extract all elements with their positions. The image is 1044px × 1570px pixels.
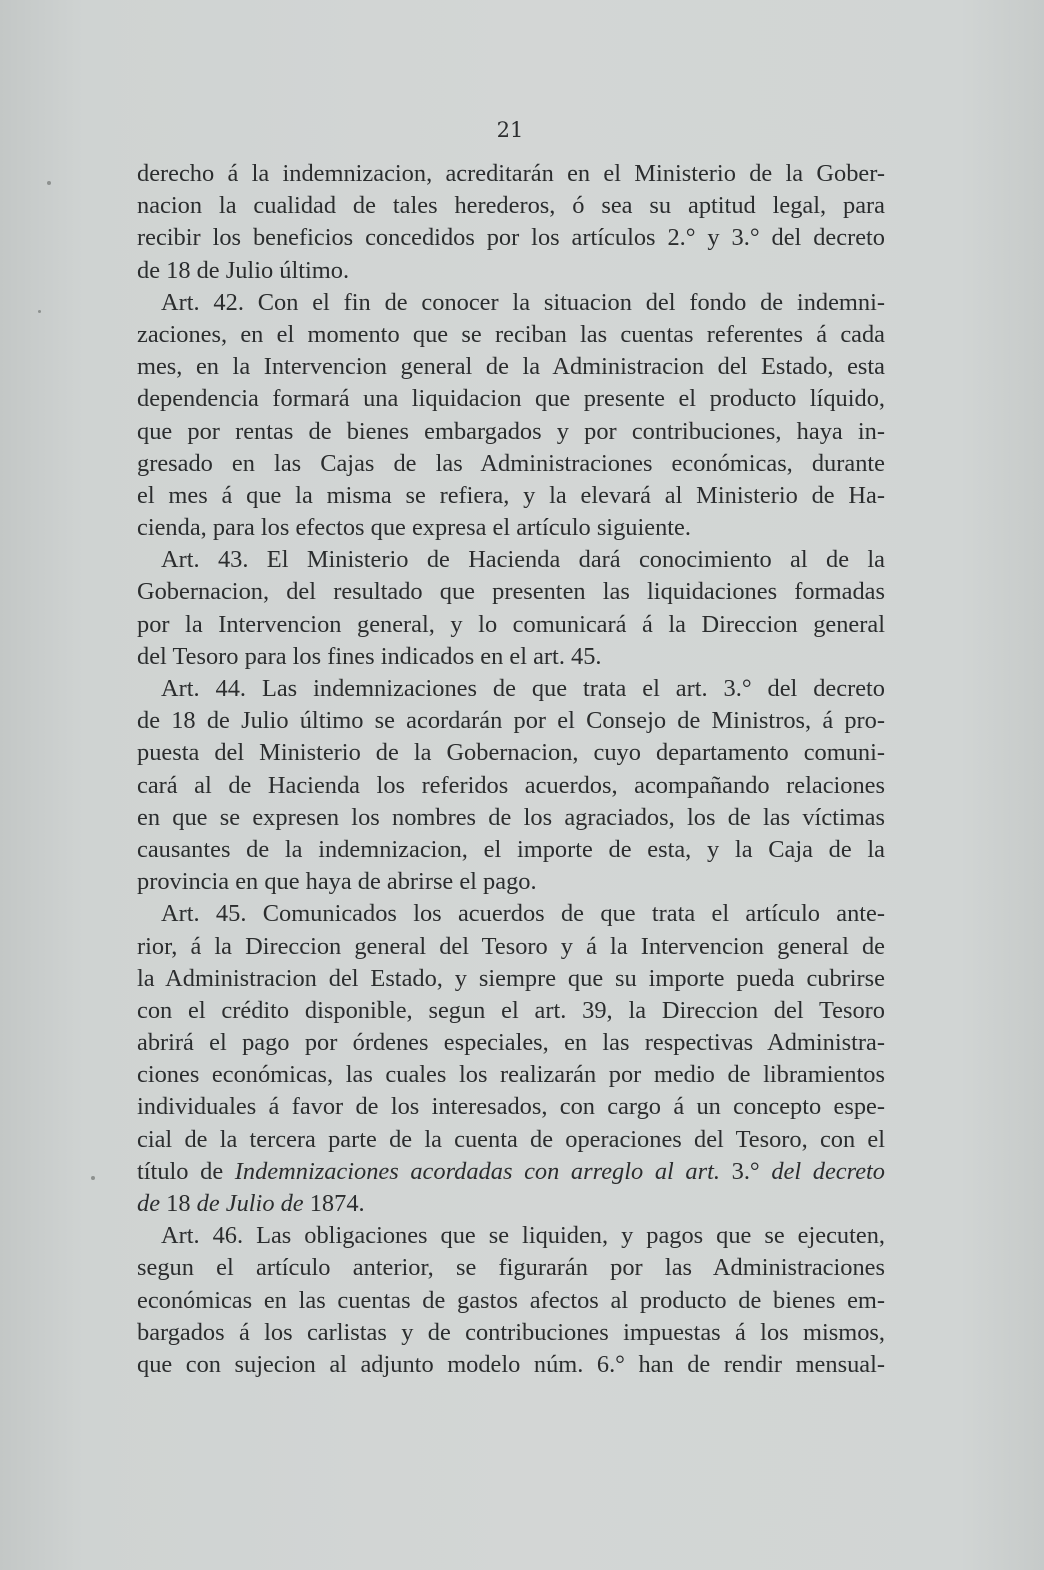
text-line: recibir los beneficios concedidos por los artículos 2.° y 3.° del decreto (137, 224, 885, 252)
text-line: el mes á que la misma se refiera, y la elevará al Ministerio de Ha- (137, 481, 885, 509)
text-line: Art. 45. Comunicados los acuerdos de que trata el artículo ante- (161, 900, 885, 928)
text-line: que por rentas de bienes embargados y por contribuciones, haya in- (137, 417, 885, 445)
text-line: derecho á la indemnizacion, acreditarán en el Ministerio de la Gober- (137, 160, 885, 187)
text-line: abrirá el pago por órdenes especiales, en las respectivas Administra- (137, 1029, 885, 1057)
body-text (137, 158, 885, 1381)
text-line: económicas en las cuentas de gastos afectos al producto de bienes em- (137, 1286, 885, 1314)
text-line: bargados á los carlistas y de contribuciones impuestas á los mismos, (137, 1318, 885, 1346)
italic-run: Indemnizaciones acordadas con arreglo al art. (234, 1157, 720, 1185)
text-line: del Tesoro para los fines indicados en el art. 45. (137, 642, 602, 670)
text-line: segun el artículo anterior, se figurarán por las Administraciones (137, 1254, 885, 1282)
text-line: mes, en la Intervencion general de la Administracion del Estado, esta (137, 353, 885, 381)
text-line: en que se expresen los nombres de los agraciados, los de las víctimas (137, 803, 885, 831)
italic-run: del decreto (771, 1157, 885, 1185)
text-run: 1874. (303, 1190, 365, 1217)
paper-speck (38, 310, 41, 313)
paper-speck (91, 1176, 95, 1180)
text-line: nacion la cualidad de tales herederos, ó sea su aptitud legal, para (137, 192, 885, 220)
text-run: título de (137, 1157, 235, 1185)
page-number: 21 (496, 118, 524, 142)
text-line (137, 1188, 885, 1220)
text-line: por la Intervencion general, y lo comunicará á la Direccion general (137, 610, 885, 638)
text-line: rior, á la Direccion general del Tesoro y á la Intervencion general de (137, 932, 885, 960)
text-line: Art. 42. Con el fin de conocer la situacion del fondo de indemni- (161, 288, 885, 316)
italic-run: de (137, 1190, 161, 1217)
text-line: cial de la tercera parte de la cuenta de operaciones del Tesoro, con el (137, 1125, 885, 1153)
text-line: Gobernacion, del resultado que presenten las liquidaciones formadas (137, 578, 885, 606)
text-line: que con sujecion al adjunto modelo núm. 6.° han de rendir mensual- (137, 1350, 885, 1378)
text-line: individuales á favor de los interesados, con cargo á un concepto espe- (137, 1093, 885, 1121)
text-line: puesta del Ministerio de la Gobernacion, cuyo departamento comuni- (137, 739, 885, 767)
paper-speck (47, 181, 51, 185)
text-line: cienda, para los efectos que expresa el artículo siguiente. (137, 514, 691, 542)
italic-run: de Julio de (196, 1190, 304, 1217)
text-line: con el crédito disponible, segun el art. 39, la Direccion del Tesoro (137, 996, 885, 1024)
text-line: provincia en que haya de abrirse el pago. (137, 868, 537, 896)
text-line: la Administracion del Estado, y siempre que su importe pueda cubrirse (137, 964, 885, 992)
text-line: cará al de Hacienda los referidos acuerdos, acompañando relaciones (137, 771, 885, 799)
text-line: Art. 43. El Ministerio de Hacienda dará conocimiento al de la (161, 546, 885, 574)
text-line: dependencia formará una liquidacion que presente el producto líquido, (137, 385, 885, 413)
text-line: ciones económicas, las cuales los realizarán por medio de libramientos (137, 1061, 885, 1089)
text-line: de 18 de Julio último se acordarán por el Consejo de Ministros, á pro- (137, 707, 885, 735)
text-line: Art. 44. Las indemnizaciones de que trata el art. 3.° del decreto (161, 675, 885, 702)
text-line (137, 1156, 885, 1188)
text-line: Art. 46. Las obligaciones que se liquiden, y pagos que se ejecuten, (161, 1222, 885, 1250)
text-line: causantes de la indemnizacion, el importe de esta, y la Caja de la (137, 835, 885, 863)
text-line: zaciones, en el momento que se reciban las cuentas referentes á cada (137, 320, 885, 348)
text-line: de 18 de Julio último. (137, 256, 350, 284)
text-line: gresado en las Cajas de las Administraciones económicas, durante (137, 449, 885, 477)
text-run: 3.° (720, 1157, 772, 1185)
text-run: 18 (160, 1190, 197, 1217)
